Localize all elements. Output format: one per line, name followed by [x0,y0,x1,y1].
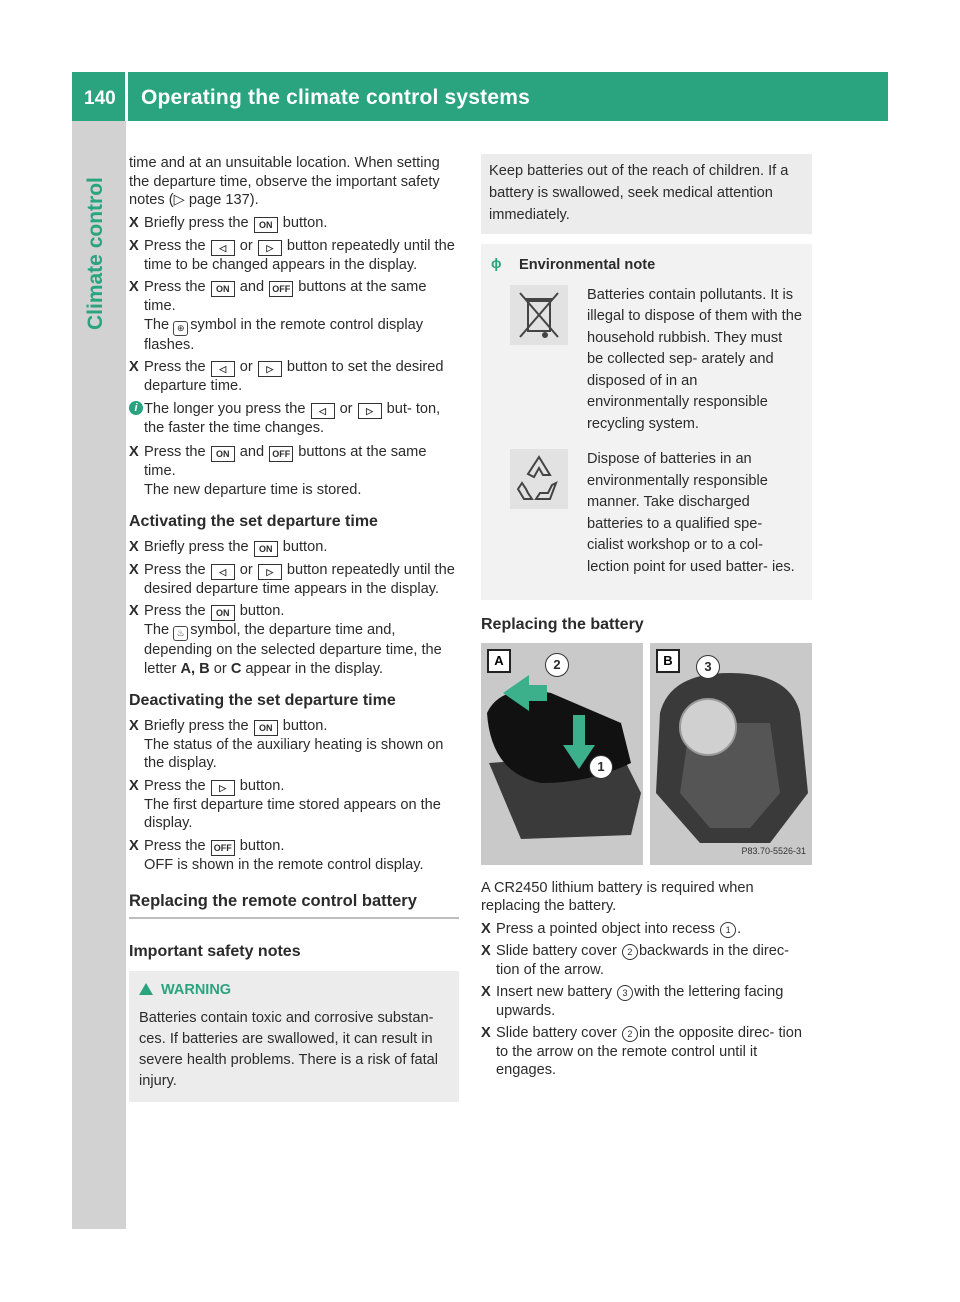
recycling-icon [510,449,568,509]
off-button-symbol: OFF [269,446,293,462]
left-arrow-button-symbol: ◁ [211,564,235,580]
step-item: X Briefly press the ON button. [129,214,328,231]
callout-3: 3 [696,655,720,679]
figure-panel-a [481,643,643,865]
battery-figure [481,643,812,865]
step-item: X Slide battery cover 2 backwards in the direc- tion of the arrow. [481,943,789,978]
section-heading-activating: Activating the set departure time [129,513,378,530]
step-item: X Press the ◁ or ▷ button repeatedly until the desired departure time appears in the display. [129,561,455,597]
on-button-symbol: ON [254,541,278,557]
right-arrow-button-symbol: ▷ [211,780,235,796]
step-item: X Press the ◁ or ▷ button to set the desired departure time. [129,359,444,394]
warning-icon [139,983,153,995]
figure-label-a: A [487,649,511,673]
section-heading-replacing-remote-battery: Replacing the remote control battery [129,892,459,919]
environmental-text-1: Batteries contain pollutants. It is illegal to dispose of them with the household rubbish. They must be collected sep- arately and disposed of in an environmentally responsible recycling system. [587,286,802,432]
on-button-symbol: ON [254,217,278,233]
page-reference-link[interactable]: ▷ page 137). [173,192,259,208]
on-button-symbol: ON [211,605,235,621]
warning-heading: WARNING [161,982,232,998]
environmental-text-2: Dispose of batteries in an environmentally responsible manner. Take discharged batteries to a qualified spe- cialist workshop or to a col- lection point for used batter- ies. [587,451,795,575]
step-item: X Briefly press the ON button. The status of the auxiliary heating is shown on the display. [129,717,444,771]
off-button-symbol: OFF [269,281,293,297]
clock-icon: ⊕ [173,321,188,336]
environmental-note-box [481,244,812,600]
figure-code: P83.70-5526-31 [741,846,806,856]
callout-1: 1 [589,755,613,779]
left-arrow-button-symbol: ◁ [211,361,235,377]
warning-box [129,971,459,1102]
left-arrow-button-symbol: ◁ [311,403,335,419]
step-item: X Press the ON and OFF buttons at the same time. The new departure time is stored. [129,444,427,498]
figure-panel-b [650,643,812,865]
section-heading-deactivating: Deactivating the set departure time [129,692,396,709]
section-heading-safety: Important safety notes [129,942,301,960]
section-heading-replacing-battery: Replacing the battery [481,616,644,633]
heating-icon: ♨ [173,626,188,641]
right-arrow-button-symbol: ▷ [358,403,382,419]
step-item: X Press the ON and OFF buttons at the same time. The ⊕ symbol in the remote control display flashes. [129,279,427,353]
info-note: i The longer you press the ◁ or ▷ but- ton, the faster the time changes. [129,400,459,438]
left-arrow-button-symbol: ◁ [211,240,235,256]
page-title: Operating the climate control systems [141,86,531,109]
children-warning-box: Keep batteries out of the reach of children. If a battery is swallowed, seek medical attention immediately. [481,154,812,234]
warning-text: Batteries contain toxic and corrosive substan- ces. If batteries are swallowed, it can result in severe health problems. There is a risk of fatal injury. [139,1009,439,1089]
step-item: X Press the ON button. The ♨ symbol, the departure time and, depending on the selected departure time, the letter A, B or C appear in the display. [129,603,442,677]
step-item: X Press the ◁ or ▷ button repeatedly until the time to be changed appears in the display. [129,237,455,273]
remote-battery-illustration [650,643,812,865]
on-button-symbol: ON [254,720,278,736]
on-button-symbol: ON [211,446,235,462]
step-item: X Slide battery cover 2 in the opposite direc- tion to the arrow on the remote control until it engages. [481,1025,802,1078]
step-item: X Press a pointed object into recess 1 . [481,920,742,937]
off-button-symbol: OFF [211,840,235,856]
lightbulb-icon: ϕ [491,255,502,271]
intro-paragraph: time and at an unsuitable location. When setting the departure time, observe the important safety notes (▷ page 137). [129,155,440,208]
step-item: X Press the ▷ button. The first departure time stored appears on the display. [129,777,441,831]
page-number: 140 [84,88,116,109]
sidebar-label: Climate control [84,177,107,330]
right-arrow-button-symbol: ▷ [258,240,282,256]
figure-label-b: B [656,649,680,673]
step-item: X Briefly press the ON button. [129,538,328,555]
crossed-bin-icon [510,285,568,345]
right-column [481,154,812,1084]
right-arrow-button-symbol: ▷ [258,564,282,580]
step-item: X Insert new battery 3 with the lettering facing upwards. [481,984,784,1019]
right-arrow-button-symbol: ▷ [258,361,282,377]
callout-2: 2 [545,653,569,677]
step-item: X Press the OFF button. OFF is shown in the remote control display. [129,837,424,873]
environmental-note-heading: Environmental note [519,257,656,273]
left-column [129,154,459,1102]
on-button-symbol: ON [211,281,235,297]
battery-requirement-text: A CR2450 lithium battery is required when replacing the battery. [481,879,754,914]
info-icon: i [129,401,143,415]
header-divider [125,72,128,121]
